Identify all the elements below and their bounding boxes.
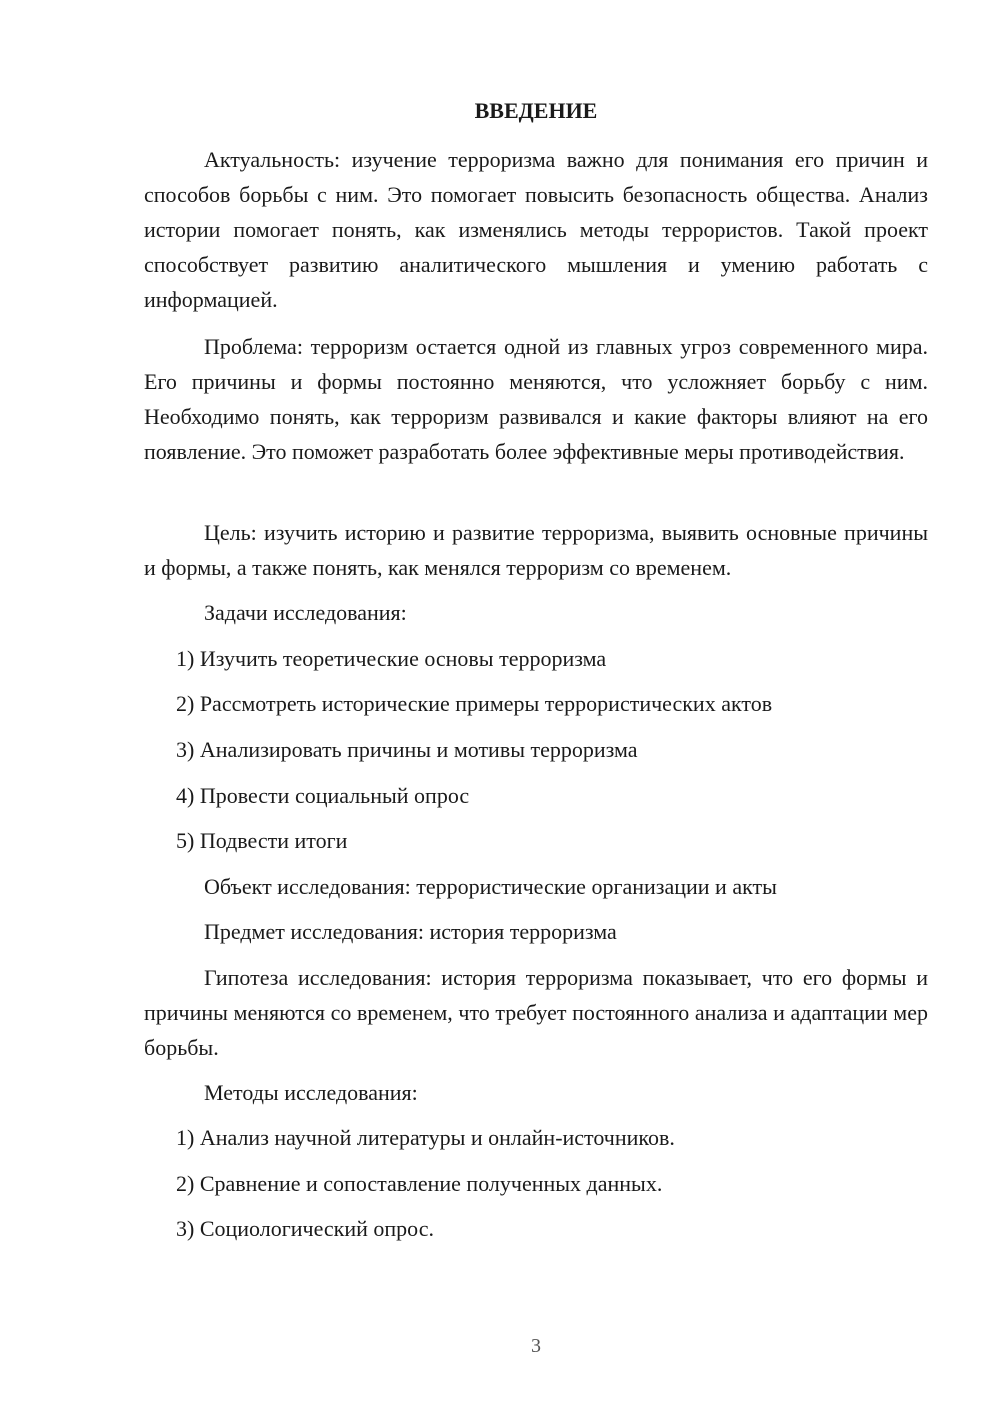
method-item: 3) Социологический опрос. [176, 1216, 434, 1241]
method-item: 2) Сравнение и сопоставление полученных данных. [176, 1171, 663, 1196]
task-item: 1) Изучить теоретические основы терроризма [176, 646, 607, 671]
task-item: 5) Подвести итоги [176, 828, 348, 853]
methods-heading: Методы исследования: [204, 1080, 418, 1105]
tasks-heading: Задачи исследования: [204, 600, 407, 625]
subject-line: Предмет исследования: история терроризма [204, 919, 617, 944]
hypothesis-paragraph: Гипотеза исследования: история терроризма показывает, что его формы и причины меняются со временем, что требует постоянного анализа и адаптации мер борьбы. [144, 965, 928, 1060]
problem-paragraph: Проблема: терроризм остается одной из главных угроз современного мира. Его причины и формы постоянно меняются, что усложняет борьбу с ним. Необходимо понять, как терроризм развивался и какие факторы влияют на его появление. Это поможет разработать более эффективные меры противодействия. [144, 334, 928, 464]
page-title: ВВЕДЕНИЕ [474, 98, 598, 123]
method-item: 1) Анализ научной литературы и онлайн-источников. [176, 1125, 675, 1150]
task-item: 3) Анализировать причины и мотивы терроризма [176, 737, 638, 762]
task-item: 4) Провести социальный опрос [176, 783, 470, 808]
goal-paragraph: Цель: изучить историю и развитие терроризма, выявить основные причины и формы, а также понять, как менялся терроризм со временем. [144, 520, 928, 580]
relevance-paragraph: Актуальность: изучение терроризма важно для понимания его причин и способов борьбы с ним. Это помогает повысить безопасность общества. Анализ истории помогает понять, как изменялись методы террористов. Такой проект способствует развитию аналитического мышления и умению работать с информацией. [144, 147, 928, 312]
object-line: Объект исследования: террористические организации и акты [204, 874, 777, 899]
page-number: 3 [531, 1335, 541, 1357]
task-item: 2) Рассмотреть исторические примеры террористических актов [176, 691, 773, 716]
